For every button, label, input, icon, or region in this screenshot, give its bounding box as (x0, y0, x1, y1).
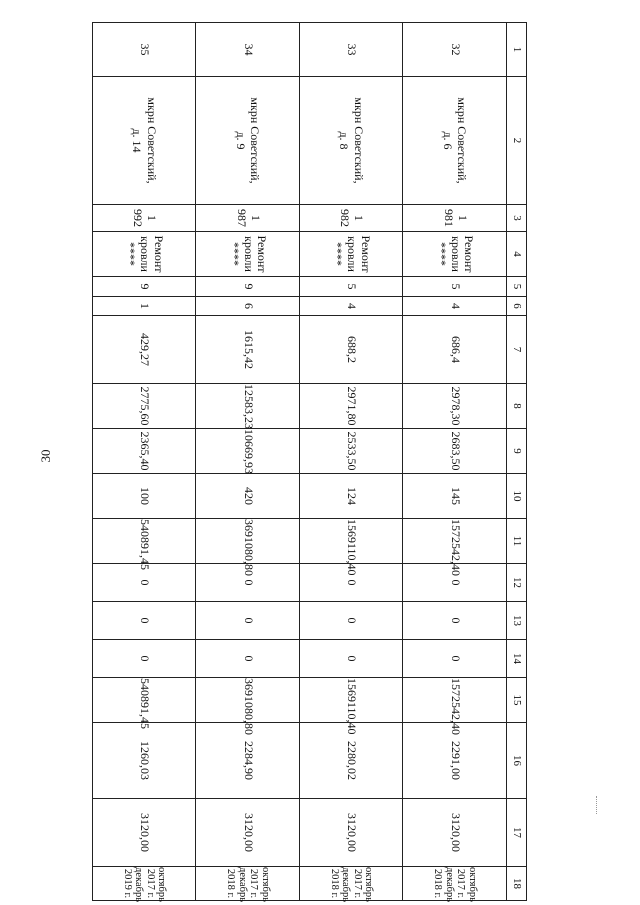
cell-col-14: 0 (93, 640, 197, 678)
cell-line: декабрь 2018 г. (225, 867, 248, 902)
cell-col-9: 2365,40 (93, 429, 197, 474)
cell-line: октябрь 2017 г. (351, 867, 375, 902)
cell-col-8: 12583,23 (196, 384, 300, 429)
cell-line: д. 14 (130, 128, 145, 153)
cell-col-13: 0 (300, 602, 404, 640)
cell-col-10: 420 (196, 474, 300, 519)
cell-col-11: 1572542,40 (403, 519, 507, 564)
cell-col-7: 429,27 (93, 316, 197, 384)
cell-col-1: 32 (403, 23, 507, 77)
column-number-14: 14 (507, 640, 527, 678)
cell-col-12: 0 (196, 564, 300, 602)
column-number-18: 18 (507, 867, 527, 901)
cell-col-14: 0 (196, 640, 300, 678)
cell-col-5: 9 (196, 277, 300, 297)
cell-col-17: 3120,00 (300, 799, 404, 867)
column-number-12: 12 (507, 564, 527, 602)
column-number-9: 9 (507, 429, 527, 474)
cell-col-15: 1572542,40 (403, 678, 507, 723)
cell-line: д. 8 (337, 131, 352, 150)
cell-col-13: 0 (403, 602, 507, 640)
cell-col-8: 2775,60 (93, 384, 197, 429)
cell-col-4 (300, 232, 404, 277)
cell-col-14: 0 (403, 640, 507, 678)
column-number-3: 3 (507, 205, 527, 232)
cell-col-11: 3691080,80 (196, 519, 300, 564)
cell-col-3: 1 981 (403, 205, 507, 232)
table-row (300, 23, 404, 901)
cell-col-14: 0 (300, 640, 404, 678)
cell-col-9: 2533,50 (300, 429, 404, 474)
column-number-15: 15 (507, 678, 527, 723)
cell-col-7: 686,4 (403, 316, 507, 384)
column-number-6: 6 (507, 297, 527, 316)
cell-line: декабрь 2018 г. (432, 867, 455, 902)
cell-line: **** (331, 242, 346, 266)
cell-col-17: 3120,00 (196, 799, 300, 867)
cell-col-15: 540891,45 (93, 678, 197, 723)
cell-col-15: 3691080,80 (196, 678, 300, 723)
cell-col-13: 0 (196, 602, 300, 640)
cell-line: мкрн Советский, (455, 97, 470, 184)
cell-col-12: 0 (403, 564, 507, 602)
cell-col-16: 2291,00 (403, 723, 507, 799)
cell-col-10: 145 (403, 474, 507, 519)
cell-line: Ремонт кровли (448, 235, 477, 273)
table-row (93, 23, 197, 901)
cell-col-1: 34 (196, 23, 300, 77)
cell-col-15: 1569110,40 (300, 678, 404, 723)
column-number-17: 17 (507, 799, 527, 867)
column-number-11: 11 (507, 519, 527, 564)
cell-col-9: 2683,50 (403, 429, 507, 474)
cell-col-16: 2284,90 (196, 723, 300, 799)
cell-col-5: 9 (93, 277, 197, 297)
cell-col-16: 2280,02 (300, 723, 404, 799)
table-wrapper (92, 22, 527, 902)
cell-col-2 (196, 77, 300, 205)
cell-col-10: 100 (93, 474, 197, 519)
cell-line: Ремонт кровли (241, 235, 270, 273)
table-row (196, 23, 300, 901)
cell-col-11: 1569110,40 (300, 519, 404, 564)
cell-col-1: 33 (300, 23, 404, 77)
cell-line: Ремонт кровли (138, 235, 166, 273)
cell-col-3: 1 992 (93, 205, 197, 232)
cell-line: мкрн Советский, (351, 97, 366, 184)
cell-col-7: 1615,42 (196, 316, 300, 384)
cell-line: **** (124, 242, 139, 266)
cell-col-17: 3120,00 (93, 799, 197, 867)
cell-line: д. 9 (233, 131, 248, 150)
cell-col-9: 10669,93 (196, 429, 300, 474)
cell-line: декабрь 2019 г. (121, 867, 145, 902)
cell-col-8: 2971,80 (300, 384, 404, 429)
cell-line: октябрь 2017 г. (248, 867, 271, 902)
column-number-10: 10 (507, 474, 527, 519)
cell-col-12: 0 (300, 564, 404, 602)
cell-col-18 (196, 867, 300, 901)
cell-col-5: 5 (403, 277, 507, 297)
column-number-1: 1 (507, 23, 527, 77)
column-number-16: 16 (507, 723, 527, 799)
column-number-13: 13 (507, 602, 527, 640)
cell-line: **** (227, 242, 242, 266)
repair-schedule-table (92, 22, 527, 901)
cell-col-10: 124 (300, 474, 404, 519)
cell-col-6: 6 (196, 297, 300, 316)
cell-col-2 (300, 77, 404, 205)
cell-line: декабрь 2018 г. (328, 867, 352, 902)
cell-col-6: 4 (403, 297, 507, 316)
page-number: 30 (38, 449, 53, 463)
cell-line: **** (434, 242, 449, 266)
cell-line: мкрн Советский, (144, 97, 159, 184)
cell-col-4 (196, 232, 300, 277)
cell-col-3: 1 982 (300, 205, 404, 232)
cell-col-18 (300, 867, 404, 901)
column-number-5: 5 (507, 277, 527, 297)
cell-col-8: 2978,30 (403, 384, 507, 429)
column-number-8: 8 (507, 384, 527, 429)
cell-col-4 (403, 232, 507, 277)
cell-line: октябрь 2017 г. (455, 867, 478, 902)
cell-line: мкрн Советский, (248, 97, 263, 184)
cell-line: д. 6 (440, 131, 455, 150)
cell-line: октябрь 2017 г. (144, 867, 168, 902)
column-number-4: 4 (507, 232, 527, 277)
column-number-row (507, 23, 527, 901)
cell-col-4 (93, 232, 197, 277)
column-number-7: 7 (507, 316, 527, 384)
cell-col-2 (93, 77, 197, 205)
rotated-table-area (92, 22, 527, 902)
cell-col-1: 35 (93, 23, 197, 77)
cell-col-6: 1 (93, 297, 197, 316)
cell-col-11: 540891,45 (93, 519, 197, 564)
column-number-2: 2 (507, 77, 527, 205)
cell-col-18 (93, 867, 197, 901)
cell-col-17: 3120,00 (403, 799, 507, 867)
cell-col-18 (403, 867, 507, 901)
cell-col-2 (403, 77, 507, 205)
table-row (403, 23, 507, 901)
cell-col-7: 688,2 (300, 316, 404, 384)
cell-col-13: 0 (93, 602, 197, 640)
cell-col-12: 0 (93, 564, 197, 602)
cell-col-3: 1 987 (196, 205, 300, 232)
cell-line: Ремонт кровли (345, 235, 373, 273)
cell-col-5: 5 (300, 277, 404, 297)
cell-col-6: 4 (300, 297, 404, 316)
scan-artifact (596, 796, 601, 814)
cell-col-16: 1260,03 (93, 723, 197, 799)
